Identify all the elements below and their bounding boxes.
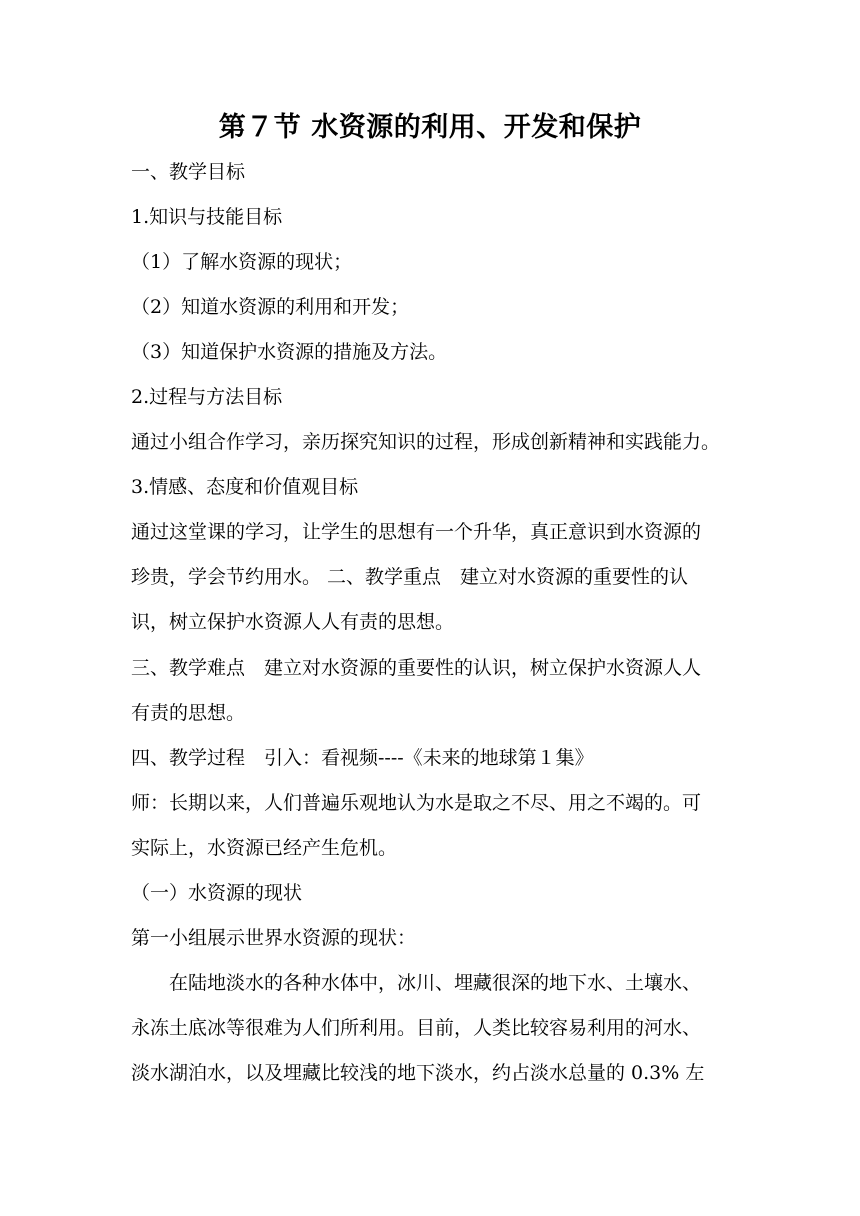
subheading-emotion-values: 3.情感、态度和价值观目标 [131,476,359,498]
paragraph-line: 通过小组合作学习，亲历探究知识的过程，形成创新精神和实践能力。 [131,431,721,453]
paragraph-line: 识，树立保护水资源人人有责的思想。 [131,611,455,633]
list-item-2: （2）知道水资源的利用和开发； [131,296,410,318]
paragraph-line: 在陆地淡水的各种水体中，冰川、埋藏很深的地下水、土壤水、 [131,972,702,994]
list-item-1: （1）了解水资源的现状； [131,251,353,273]
paragraph-line: 永冻土底冰等很难为人们所利用。目前，人类比较容易利用的河水、 [131,1017,702,1039]
paragraph-line: 通过这堂课的学习，让学生的思想有一个升华，真正意识到水资源的 [131,521,702,543]
document-title: 第７节 水资源的利用、开发和保护 [218,112,642,143]
list-item-3: （3）知道保护水资源的措施及方法。 [131,341,448,363]
paragraph-line: 有责的思想。 [131,702,246,724]
section-heading-objectives: 一、教学目标 [131,161,246,183]
paragraph-line: 师：长期以来，人们普遍乐观地认为水是取之不尽、用之不竭的。可 [131,792,702,814]
subsection-heading-status: （一）水资源的现状 [131,882,303,904]
subheading-knowledge-skills: 1.知识与技能目标 [131,206,283,228]
section-heading-process: 四、教学过程 引入：看视频----《未来的地球第１集》 [131,747,594,769]
paragraph-line: 淡水湖泊水，以及埋藏比较浅的地下淡水，约占淡水总量的 0.3% 左 [131,1062,705,1084]
section-heading-difficulty: 三、教学难点 建立对水资源的重要性的认识，树立保护水资源人人 [131,657,702,679]
paragraph-line: 珍贵，学会节约用水。 二、教学重点 建立对水资源的重要性的认 [131,566,689,588]
paragraph-line: 第一小组展示世界水资源的现状： [131,927,417,949]
subheading-process-method: 2.过程与方法目标 [131,386,283,408]
paragraph-line: 实际上，水资源已经产生危机。 [131,837,398,859]
